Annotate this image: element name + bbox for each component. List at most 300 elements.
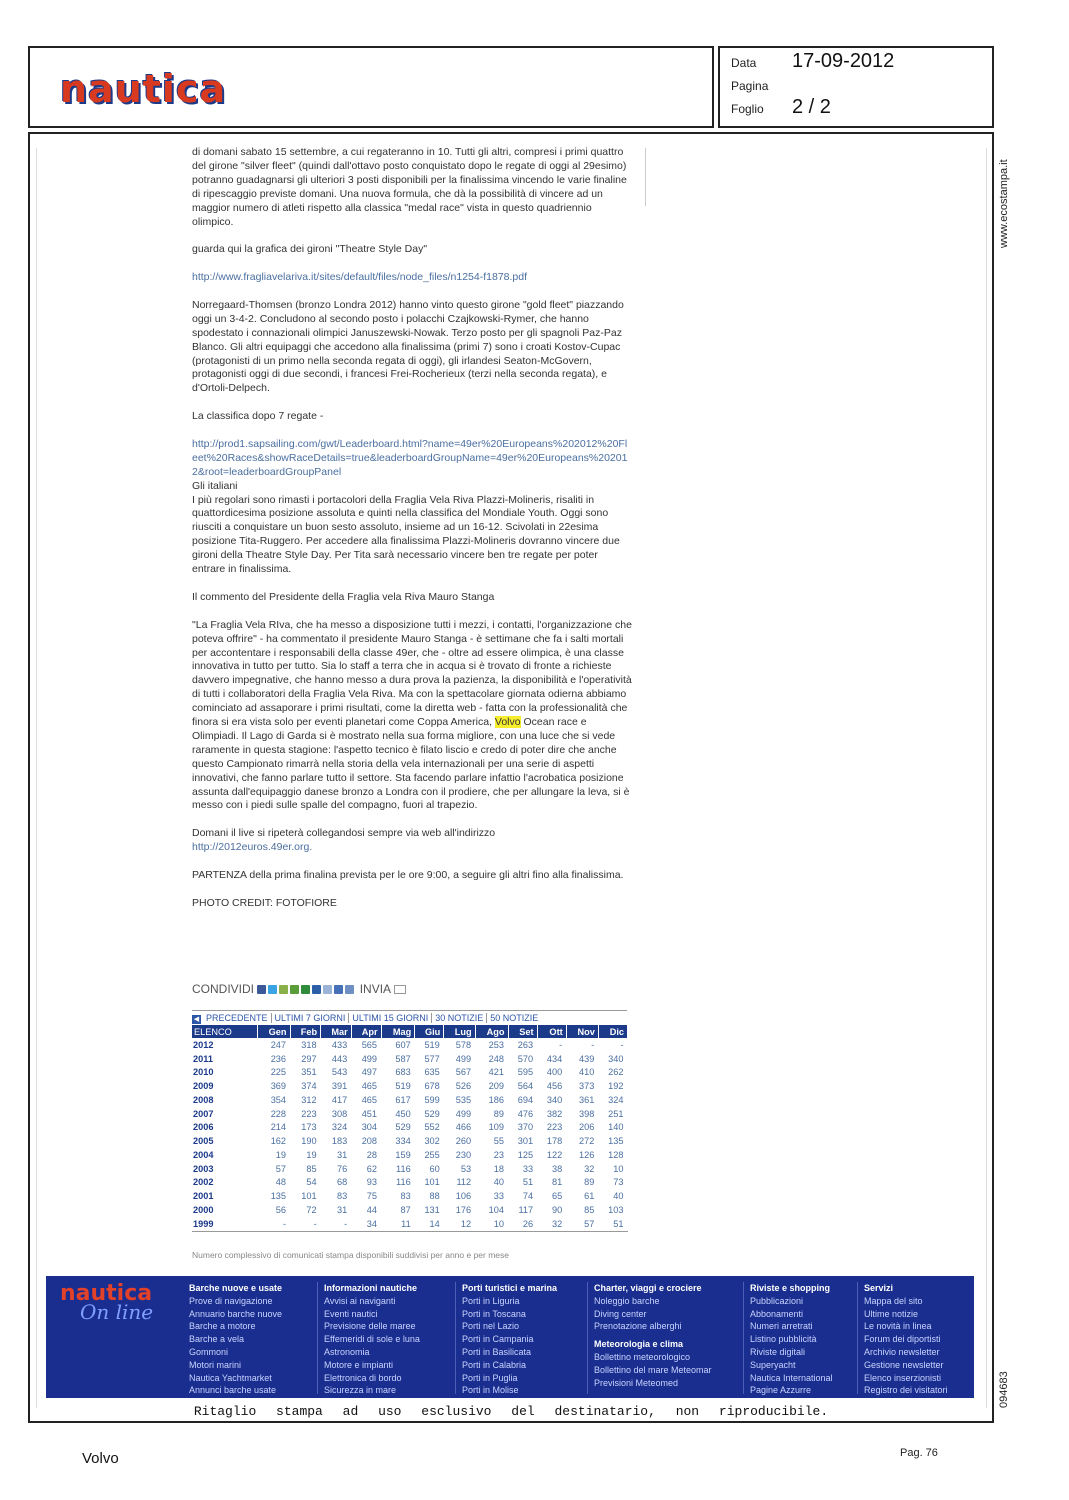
count-cell[interactable]: 272 — [578, 1136, 595, 1147]
count-cell[interactable]: 228 — [270, 1108, 287, 1119]
footer-link[interactable]: Elenco inserzionisti — [864, 1372, 942, 1383]
delicious-icon[interactable] — [279, 985, 288, 994]
count-cell[interactable]: 19 — [275, 1149, 287, 1160]
count-cell[interactable]: 186 — [488, 1094, 504, 1105]
count-cell[interactable]: 206 — [578, 1122, 595, 1133]
footer-link[interactable]: Porti in Liguria — [462, 1295, 520, 1306]
prev-arrow-icon[interactable]: ◀ — [193, 1016, 200, 1023]
disclaimer: Ritaglio stampa ad uso esclusivo del destinatario, non riproducibile. — [193, 1404, 829, 1419]
footer-link[interactable]: Le novità in linea — [864, 1321, 932, 1332]
count-cell[interactable]: 51 — [598, 1217, 627, 1231]
foglio-label: Foglio — [731, 102, 764, 116]
count-cell[interactable]: 253 — [488, 1039, 504, 1050]
prev-link[interactable]: PRECEDENTE — [203, 1013, 272, 1023]
footer-link[interactable]: Porti in Toscana — [462, 1308, 526, 1319]
oknotizie-icon[interactable] — [334, 985, 343, 994]
footer-link[interactable]: Ultime notizie — [864, 1308, 919, 1319]
footer-link[interactable]: Nautica Yachtmarket — [189, 1372, 272, 1383]
count-cell[interactable]: 351 — [301, 1067, 317, 1078]
count-cell[interactable]: 23 — [493, 1149, 504, 1160]
count-cell[interactable]: 678 — [424, 1081, 440, 1092]
table-header-month: Mag — [381, 1025, 415, 1038]
count-cell[interactable]: 192 — [608, 1081, 624, 1092]
count-cell[interactable]: 117 — [518, 1204, 534, 1215]
count-cell[interactable]: 260 — [455, 1136, 472, 1147]
count-cell[interactable]: 183 — [331, 1136, 348, 1147]
data-label: Data — [731, 56, 757, 70]
footer-link[interactable]: Porti nel Lazio — [462, 1321, 520, 1332]
count-cell[interactable]: 410 — [578, 1067, 595, 1078]
footer-column-title: Riviste e shopping — [750, 1283, 831, 1293]
count-cell[interactable]: 14 — [415, 1217, 444, 1231]
count-cell[interactable]: 33 — [522, 1163, 534, 1174]
count-cell[interactable]: 230 — [455, 1149, 472, 1160]
count-cell[interactable]: 40 — [493, 1177, 504, 1188]
count-cell[interactable]: 33 — [493, 1191, 504, 1202]
footer-link[interactable]: Avvisi ai naviganti — [324, 1295, 396, 1306]
count-cell[interactable]: 85 — [306, 1163, 317, 1174]
footer-link[interactable]: Effemeridi di sole e luna — [324, 1334, 420, 1345]
table-row — [192, 1134, 628, 1148]
footer-link[interactable]: Gommoni — [189, 1346, 229, 1357]
year-cell: 2002 — [193, 1177, 214, 1188]
facebook-icon[interactable] — [257, 985, 266, 994]
count-cell[interactable]: 526 — [455, 1081, 472, 1092]
archive-table — [192, 1025, 628, 1232]
footer-link[interactable]: Barche a motore — [189, 1321, 256, 1332]
footer-column-title: Informazioni nautiche — [324, 1283, 418, 1293]
count-cell[interactable]: 595 — [517, 1067, 534, 1078]
footer-link[interactable]: Forum dei diportisti — [864, 1334, 941, 1345]
news-30-link[interactable]: 30 NOTIZIE — [432, 1013, 487, 1023]
footer-link[interactable]: Numeri arretrati — [750, 1321, 813, 1332]
count-cell[interactable]: 543 — [331, 1067, 348, 1078]
segnalo-icon[interactable] — [345, 985, 354, 994]
footer-column-title: Porti turistici e marina — [462, 1283, 558, 1293]
count-cell[interactable]: - — [591, 1039, 595, 1050]
table-header-month: Nov — [566, 1025, 598, 1038]
count-cell[interactable]: 109 — [488, 1122, 504, 1133]
footer-link[interactable]: Motori marini — [189, 1359, 242, 1370]
footer-link[interactable]: Previsioni Meteomed — [594, 1377, 679, 1388]
footer-link[interactable]: Diving center — [594, 1308, 647, 1319]
count-cell[interactable]: 417 — [331, 1094, 348, 1105]
count-cell[interactable]: 434 — [546, 1053, 563, 1064]
footer-link[interactable]: Porti in Molise — [462, 1385, 519, 1396]
count-cell[interactable]: 122 — [546, 1149, 563, 1160]
count-cell[interactable]: 173 — [301, 1122, 317, 1133]
count-cell[interactable]: 128 — [608, 1149, 624, 1160]
footer-link[interactable]: Abbonamenti — [750, 1308, 804, 1319]
count-cell[interactable]: 450 — [395, 1108, 411, 1119]
count-cell[interactable]: 361 — [578, 1094, 595, 1105]
footer-link[interactable]: Gestione newsletter — [864, 1359, 944, 1370]
count-cell[interactable]: 373 — [578, 1081, 595, 1092]
count-cell[interactable]: 85 — [584, 1204, 595, 1215]
count-cell[interactable]: 162 — [270, 1136, 287, 1147]
count-cell[interactable]: 456 — [546, 1081, 563, 1092]
last-7-days-link[interactable]: ULTIMI 7 GIORNI — [272, 1013, 350, 1023]
article-body — [192, 146, 632, 925]
count-cell[interactable]: 131 — [424, 1204, 440, 1215]
count-cell[interactable]: 74 — [522, 1191, 534, 1202]
count-cell[interactable]: 354 — [270, 1094, 287, 1105]
count-cell[interactable]: 72 — [306, 1204, 317, 1215]
count-cell[interactable]: 304 — [361, 1122, 378, 1133]
myspace-icon[interactable] — [301, 985, 310, 994]
live-link[interactable]: http://2012euros.49er.org. — [192, 841, 313, 854]
footer-link[interactable]: Listino pubblicità — [750, 1334, 817, 1345]
count-cell[interactable]: 87 — [400, 1204, 411, 1215]
count-cell[interactable]: 31 — [336, 1149, 348, 1160]
count-cell[interactable]: 73 — [613, 1177, 624, 1188]
mail-share-icon[interactable] — [323, 985, 332, 994]
count-cell[interactable]: 564 — [517, 1081, 534, 1092]
footer-link[interactable]: Annunci barche usate — [189, 1385, 277, 1396]
table-row — [192, 1148, 628, 1162]
footer-column — [189, 1282, 282, 1397]
year-cell: 2000 — [193, 1204, 214, 1215]
header-meta-box — [718, 46, 994, 128]
count-cell[interactable]: 11 — [381, 1217, 415, 1231]
count-cell[interactable]: 178 — [546, 1136, 563, 1147]
footer-link[interactable]: Motore e impianti — [324, 1359, 394, 1370]
count-cell[interactable]: 104 — [488, 1204, 504, 1215]
count-cell[interactable]: 57 — [275, 1163, 287, 1174]
count-cell[interactable]: 421 — [488, 1067, 504, 1078]
count-cell[interactable]: 28 — [366, 1149, 378, 1160]
table-row — [192, 1176, 628, 1190]
count-cell[interactable]: 439 — [578, 1053, 595, 1064]
table-header-month: Ott — [537, 1025, 566, 1038]
year-cell: 2009 — [193, 1081, 214, 1092]
footer-link[interactable]: Porti in Campania — [462, 1334, 534, 1345]
footer-link[interactable]: Elettronica di bordo — [324, 1372, 402, 1383]
count-cell[interactable]: 297 — [301, 1053, 317, 1064]
footer-link[interactable]: Porti in Calabria — [462, 1359, 527, 1370]
table-header-month: Giu — [415, 1025, 444, 1038]
count-cell[interactable]: 499 — [455, 1053, 472, 1064]
count-cell[interactable]: 125 — [517, 1149, 534, 1160]
page-number: Pag. 76 — [900, 1447, 938, 1459]
leaderboard-link[interactable]: http://prod1.sapsailing.com/gwt/Leaderboard.html?name=49er%20Europeans%202012%20Fleet%20Races&showRaceDetails=true&leaderboardGroupName=49er%20Europeans%202012&root=leaderboardGroupPanel — [192, 437, 628, 478]
footer-link[interactable]: Noleggio barche — [594, 1295, 660, 1306]
table-row — [192, 1079, 628, 1093]
count-cell[interactable]: 499 — [455, 1108, 472, 1119]
table-header-month: Lug — [444, 1025, 475, 1038]
header-logo-box — [28, 46, 714, 128]
count-cell[interactable]: 116 — [396, 1177, 411, 1188]
footer-link[interactable]: Mappa del sito — [864, 1295, 923, 1306]
count-cell[interactable]: 209 — [488, 1081, 504, 1092]
count-cell[interactable]: 607 — [395, 1039, 411, 1050]
count-cell[interactable]: 12 — [444, 1217, 475, 1231]
count-cell[interactable]: 10 — [613, 1163, 624, 1174]
count-cell[interactable]: 451 — [361, 1108, 378, 1119]
count-cell[interactable]: 465 — [361, 1081, 378, 1092]
count-cell[interactable]: 499 — [361, 1053, 378, 1064]
count-cell[interactable]: 466 — [455, 1122, 472, 1133]
table-header-elenco: ELENCO — [192, 1025, 257, 1038]
count-cell[interactable]: 262 — [608, 1067, 624, 1078]
count-cell[interactable]: - — [321, 1217, 352, 1231]
count-cell[interactable]: 10 — [475, 1217, 508, 1231]
count-cell[interactable]: 565 — [361, 1039, 378, 1050]
table-row — [192, 1038, 628, 1052]
count-cell[interactable]: 599 — [424, 1094, 440, 1105]
count-cell[interactable]: 587 — [395, 1053, 411, 1064]
count-cell[interactable]: 340 — [546, 1094, 563, 1105]
footer-link[interactable]: Prenotazione alberghi — [594, 1321, 682, 1332]
footer-link[interactable]: Riviste digitali — [750, 1346, 806, 1357]
count-cell[interactable]: 312 — [301, 1094, 317, 1105]
count-cell[interactable]: 552 — [424, 1122, 440, 1133]
count-cell[interactable]: 61 — [584, 1191, 595, 1202]
count-cell[interactable]: 263 — [517, 1039, 534, 1050]
count-cell[interactable]: 34 — [351, 1217, 381, 1231]
footer-column-title: Charter, viaggi e crociere — [594, 1283, 702, 1293]
count-cell[interactable]: 26 — [508, 1217, 537, 1231]
table-row — [192, 1107, 628, 1121]
send-label[interactable]: INVIA — [359, 982, 391, 996]
footer-link[interactable]: Astronomia — [324, 1346, 370, 1357]
count-cell[interactable]: 40 — [613, 1191, 624, 1202]
footer-link[interactable]: Nautica International — [750, 1372, 833, 1383]
grafica-link[interactable]: http://www.fragliavelariva.it/sites/default/files/node_files/n1254-f1878.pdf — [192, 271, 528, 284]
count-cell[interactable]: 38 — [551, 1163, 563, 1174]
year-cell: 2012 — [193, 1039, 214, 1050]
count-cell[interactable]: 81 — [551, 1177, 563, 1188]
count-cell[interactable]: 247 — [270, 1039, 287, 1050]
twitter-icon[interactable] — [268, 985, 277, 994]
site-footer — [46, 1276, 974, 1398]
footer-column — [864, 1282, 948, 1397]
article-paragraph: La classifica dopo 7 regate - — [192, 410, 324, 423]
year-cell: 1999 — [192, 1217, 257, 1231]
count-cell[interactable]: 570 — [517, 1053, 534, 1064]
footer-link[interactable]: Annuario barche nuove — [189, 1308, 283, 1319]
count-cell[interactable]: 567 — [455, 1067, 472, 1078]
footer-link[interactable]: Bollettino meteorologico — [594, 1351, 691, 1362]
table-header-month: Gen — [257, 1025, 290, 1038]
italiani-heading: Gli italiani — [192, 479, 238, 492]
count-cell[interactable]: 302 — [424, 1136, 440, 1147]
count-cell[interactable]: 318 — [301, 1039, 317, 1050]
count-cell[interactable]: 683 — [395, 1067, 411, 1078]
year-cell: 2008 — [193, 1094, 214, 1105]
count-cell[interactable]: 334 — [395, 1136, 411, 1147]
article-paragraph — [192, 619, 632, 814]
count-cell[interactable]: - — [257, 1217, 290, 1231]
count-cell[interactable]: 68 — [336, 1177, 348, 1188]
count-cell[interactable]: - — [620, 1039, 624, 1050]
footer-link[interactable]: Eventi nautici — [324, 1308, 378, 1319]
count-cell[interactable]: 443 — [331, 1053, 348, 1064]
count-cell[interactable]: 44 — [366, 1204, 378, 1215]
count-cell[interactable]: 391 — [331, 1081, 348, 1092]
count-cell[interactable]: 83 — [336, 1191, 348, 1202]
count-cell[interactable]: 255 — [424, 1149, 440, 1160]
footer-link[interactable]: Registro dei visitatori — [864, 1385, 948, 1396]
count-cell[interactable]: 529 — [424, 1108, 440, 1119]
count-cell[interactable]: 214 — [270, 1122, 287, 1133]
count-cell[interactable]: 116 — [396, 1163, 411, 1174]
count-cell[interactable]: 225 — [270, 1067, 287, 1078]
count-cell[interactable]: 48 — [275, 1177, 287, 1188]
table-caption: Numero complessivo di comunicati stampa disponibili suddivisi per anno e per mese — [192, 1250, 510, 1260]
count-cell[interactable]: 176 — [455, 1204, 472, 1215]
footer-link[interactable]: Barche a vela — [189, 1334, 245, 1345]
count-cell[interactable]: 106 — [455, 1191, 472, 1202]
footer-link[interactable]: Sicurezza in mare — [324, 1385, 397, 1396]
count-cell[interactable]: 223 — [546, 1122, 563, 1133]
article-paragraph: PARTENZA della prima finalina prevista per le ore 9:00, a seguire gli altri fino alla finalissima. — [192, 868, 624, 881]
footer-column — [594, 1282, 712, 1389]
table-row — [192, 1052, 628, 1066]
footer-logo-sub: On line — [80, 1300, 154, 1324]
table-header-month: Ago — [475, 1025, 508, 1038]
count-cell[interactable]: 103 — [608, 1204, 624, 1215]
news-50-link[interactable]: 50 NOTIZIE — [490, 1013, 539, 1023]
linkedin-icon[interactable] — [312, 985, 321, 994]
count-cell[interactable]: 340 — [608, 1053, 624, 1064]
count-cell[interactable]: 535 — [455, 1094, 472, 1105]
footer-divider — [857, 1282, 858, 1394]
share-bar — [192, 982, 408, 996]
count-cell[interactable]: 140 — [608, 1122, 624, 1133]
quote-part-1: "La Fraglia Vela RIva, che ha messo a disposizione tutti i mezzi, i contatti, l'organizzazione che poteva offrire" - ha commentato il presidente Mauro Stanga - è settimane che fa i salti mortali per accontentare i responsabili della classe 49er, che - oltre ad essere olimpica, è una classe innovativa in tutto per tutto. Sia lo staff a terra che in acqua si è trovato di fronte a richieste davvero impegnative, che hanno messo a dura prova la pazienza, la disponibilità e l'operatività di tutti i collaboratori della Fraglia Vela Riva. Ma con la spettacolare giornata odierna abbiamo cominciato ad assaporare i primi risultati, come la diretta web - fatta con la professionalità che finora si era vista solo per eventi planetari come Coppa America, — [192, 618, 632, 729]
table-header-month: Dic — [598, 1025, 627, 1038]
count-cell[interactable]: 51 — [522, 1177, 534, 1188]
count-cell[interactable]: 83 — [400, 1191, 411, 1202]
count-cell[interactable]: 400 — [546, 1067, 563, 1078]
footer-link[interactable]: Bollettino del mare Meteomar — [594, 1364, 712, 1375]
envelope-icon[interactable] — [394, 985, 406, 994]
count-cell[interactable]: 112 — [456, 1177, 472, 1188]
footer-link[interactable]: Pubblicazioni — [750, 1295, 804, 1306]
count-cell[interactable]: 635 — [424, 1067, 440, 1078]
year-cell: 2001 — [193, 1191, 214, 1202]
count-cell[interactable]: - — [290, 1217, 321, 1231]
footer-link[interactable]: Porti in Puglia — [462, 1372, 518, 1383]
article-paragraph: guarda qui la grafica dei gironi "Theatre Style Day" — [192, 243, 428, 256]
count-cell[interactable]: 57 — [566, 1217, 598, 1231]
table-row — [192, 1217, 628, 1231]
count-cell[interactable]: 53 — [460, 1163, 472, 1174]
count-cell[interactable]: 55 — [493, 1136, 504, 1147]
count-cell[interactable]: 374 — [301, 1081, 317, 1092]
count-cell[interactable]: 65 — [551, 1191, 563, 1202]
count-cell[interactable]: 529 — [395, 1122, 411, 1133]
count-cell[interactable]: 135 — [608, 1136, 624, 1147]
table-header-month: Feb — [290, 1025, 321, 1038]
count-cell[interactable]: 236 — [270, 1053, 287, 1064]
count-cell[interactable]: 251 — [608, 1108, 624, 1119]
count-cell[interactable]: 101 — [424, 1177, 440, 1188]
count-cell[interactable]: 433 — [331, 1039, 348, 1050]
count-cell[interactable]: 301 — [517, 1136, 534, 1147]
count-cell[interactable]: 465 — [361, 1094, 378, 1105]
footer-link[interactable]: Superyacht — [750, 1359, 796, 1370]
table-row — [192, 1203, 628, 1217]
count-cell[interactable]: 32 — [584, 1163, 595, 1174]
count-cell[interactable]: 519 — [395, 1081, 411, 1092]
count-cell[interactable]: 617 — [395, 1094, 411, 1105]
count-cell[interactable]: 56 — [275, 1204, 287, 1215]
quote-part-2: Ocean race e Olimpiadi. Il Lago di Garda si è mostrato nella sua forma migliore, con una luce che si vede raramente in questa stagione: l'aspetto tecnico è filato liscio e credo di poter dire che anche questo Campionato rimarrà nella storia della vela internazionali per una serie di aspetti innovativi, che fanno parlare tutto il settore. Sta facendo parlare infattio l'acrobatica posizione assunta dall'equipaggio danese bronzo a Londra con il prodiere, che per allungare la leva, si è messo con i piedi sulle spalle del compagno, fuori al trapezio. — [192, 716, 630, 812]
count-cell[interactable]: 89 — [493, 1108, 504, 1119]
count-cell[interactable]: 60 — [429, 1163, 440, 1174]
count-cell[interactable]: 90 — [551, 1204, 563, 1215]
count-cell[interactable]: 31 — [336, 1204, 348, 1215]
count-cell[interactable]: - — [559, 1039, 563, 1050]
count-cell[interactable]: 370 — [517, 1122, 534, 1133]
count-cell[interactable]: 159 — [395, 1149, 411, 1160]
count-cell[interactable]: 101 — [301, 1191, 317, 1202]
count-cell[interactable]: 497 — [361, 1067, 378, 1078]
count-cell[interactable]: 398 — [578, 1108, 595, 1119]
count-cell[interactable]: 382 — [546, 1108, 563, 1119]
count-cell[interactable]: 578 — [455, 1039, 472, 1050]
digg-icon[interactable] — [290, 985, 299, 994]
article-paragraph: I più regolari sono rimasti i portacolori della Fraglia Vela Riva Plazzi-Molineris, risaliti in quattordicesima posizione assoluta e quinti nella classifica del Mondiale Youth. Oggi sono riusciti a conquistare un buon sesto assoluto, insieme ad un 16-12. Scivolati in 22esima posizione Tita-Ruggero. Per accedere alla finalissima Plazzi-Molineris dovranno vincere due gironi della Theatre Style Day. Per Tita sarà necessario vincere ben tre regate per poter entrare in finalissima. — [192, 493, 620, 576]
count-cell[interactable]: 369 — [270, 1081, 287, 1092]
count-cell[interactable]: 190 — [301, 1136, 317, 1147]
count-cell[interactable]: 519 — [424, 1039, 440, 1050]
footer-link[interactable]: Previsione delle maree — [324, 1321, 416, 1332]
year-cell: 2011 — [193, 1053, 213, 1064]
count-cell[interactable]: 88 — [429, 1191, 440, 1202]
count-cell[interactable]: 75 — [366, 1191, 378, 1202]
count-cell[interactable]: 324 — [608, 1094, 624, 1105]
year-cell: 2006 — [193, 1122, 214, 1133]
count-cell[interactable]: 54 — [306, 1177, 317, 1188]
ecostampa-url: www.ecostampa.it — [998, 159, 1010, 248]
count-cell[interactable]: 135 — [270, 1191, 287, 1202]
footer-logo[interactable]: nautica — [60, 1281, 153, 1306]
count-cell[interactable]: 476 — [517, 1108, 534, 1119]
count-cell[interactable]: 62 — [366, 1163, 378, 1174]
count-cell[interactable]: 248 — [488, 1053, 504, 1064]
nautica-logo: nautica — [60, 67, 227, 111]
footer-link[interactable]: Prove di navigazione — [189, 1295, 273, 1306]
count-cell[interactable]: 32 — [537, 1217, 566, 1231]
year-cell: 2004 — [193, 1149, 214, 1160]
count-cell[interactable]: 76 — [336, 1163, 348, 1174]
footer-link[interactable]: Porti in Basilicata — [462, 1346, 532, 1357]
count-cell[interactable]: 324 — [331, 1122, 348, 1133]
archive-nav — [192, 1010, 627, 1024]
article-paragraph: Il commento del Presidente della Fraglia vela Riva Mauro Stanga — [192, 590, 495, 603]
footer-link[interactable]: Archivio newsletter — [864, 1346, 940, 1357]
count-cell[interactable]: 18 — [493, 1163, 504, 1174]
footer-link[interactable]: Pagine Azzurre — [750, 1385, 812, 1396]
photo-credit: PHOTO CREDIT: FOTOFIORE — [192, 896, 337, 909]
table-row — [192, 1162, 628, 1176]
count-cell[interactable]: 208 — [361, 1136, 378, 1147]
last-15-days-link[interactable]: ULTIMI 15 GIORNI — [349, 1013, 432, 1023]
count-cell[interactable]: 126 — [578, 1149, 595, 1160]
count-cell[interactable]: 223 — [301, 1108, 317, 1119]
count-cell[interactable]: 89 — [584, 1177, 595, 1188]
pagina-label: Pagina — [731, 79, 769, 93]
count-cell[interactable]: 19 — [306, 1149, 317, 1160]
count-cell[interactable]: 577 — [424, 1053, 440, 1064]
count-cell[interactable]: 308 — [331, 1108, 348, 1119]
count-cell[interactable]: 93 — [366, 1177, 378, 1188]
year-cell: 2010 — [193, 1067, 214, 1078]
count-cell[interactable]: 694 — [517, 1094, 534, 1105]
